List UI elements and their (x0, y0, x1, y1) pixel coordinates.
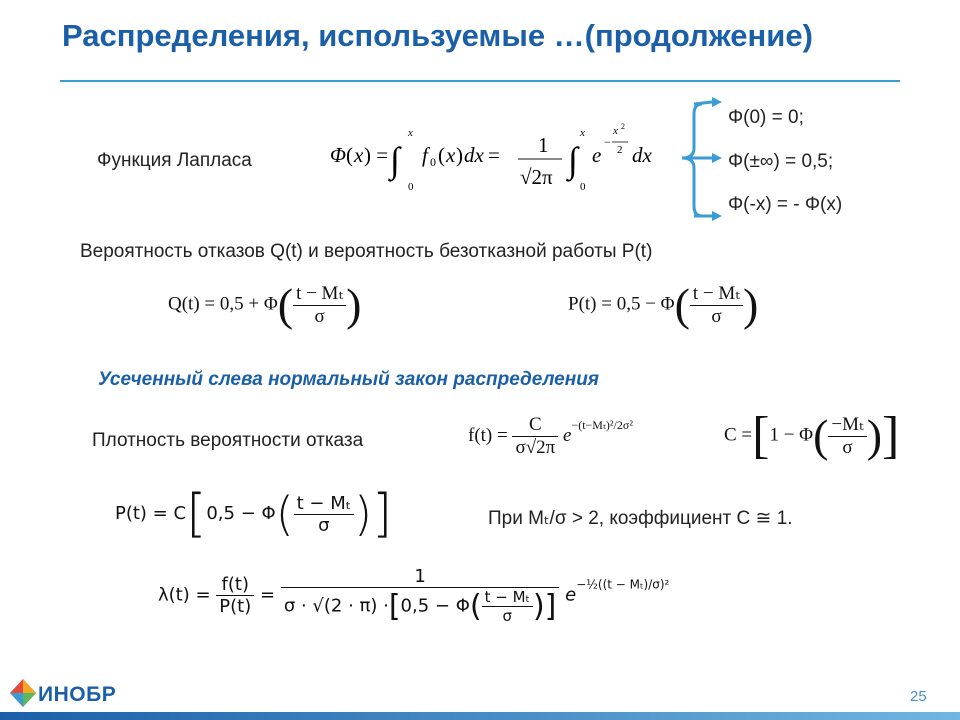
c-formula (724, 407, 900, 464)
c-prefix: C = (724, 424, 753, 446)
svg-text:(: ( (438, 143, 445, 167)
density-exponent: −(t−Mₜ)²/2σ² (571, 417, 633, 432)
svg-text:x: x (580, 127, 585, 139)
footer-bar (0, 712, 960, 720)
density-e: e (563, 424, 572, 446)
pc-fraction (294, 493, 354, 536)
title-underline (60, 80, 900, 82)
svg-text:−: − (604, 135, 611, 149)
svg-text:): ) (456, 143, 463, 167)
q-paren-right: ) (346, 279, 362, 330)
p-formula-prefix: P(t) = 0,5 − Φ (568, 293, 675, 315)
density-fraction (512, 414, 558, 459)
svg-text:x: x (613, 125, 618, 137)
p-paren-right: ) (742, 279, 759, 330)
laplace-label: Функция Лапласа (97, 150, 252, 171)
svg-text:2: 2 (617, 144, 623, 156)
pc-formula (115, 484, 393, 544)
properties-brace (672, 96, 728, 226)
density-prefix: f(t) = (468, 424, 508, 446)
svg-text:0: 0 (430, 155, 436, 169)
lambda-bracket-left: [ (388, 589, 401, 624)
laplace-formula-graphic (330, 120, 660, 200)
svg-text:Φ: Φ (330, 143, 346, 167)
svg-text:dx: dx (632, 143, 652, 167)
pc-frac-num: t − Mₜ (294, 493, 354, 515)
lambda-inner-den: σ (502, 607, 513, 625)
pc-paren-left: ( (275, 487, 294, 541)
pc-bracket-left: [ (186, 484, 207, 544)
lambda-inner-fraction (482, 588, 533, 625)
lambda-e: e (565, 584, 577, 606)
lambda-paren-left: ( (469, 589, 482, 624)
pc-frac-den: σ (318, 514, 330, 536)
lambda-main-fraction (281, 566, 560, 625)
svg-text:x: x (446, 143, 456, 167)
logo-icon (6, 676, 40, 710)
lambda-den-prefix: σ · √(2 · π) · (283, 595, 389, 617)
lambda-inner-num: t − Mₜ (482, 588, 533, 607)
svg-text:x: x (354, 143, 364, 167)
pc-prefix: P(t) = C (115, 503, 187, 524)
slide-title: Распределения, используемые …(продолжение) (62, 18, 813, 53)
c-paren-right: ) (866, 410, 883, 461)
lambda-prefix: λ(t) = (158, 584, 211, 606)
c-bracket-left: [ (752, 407, 770, 464)
q-fraction (293, 282, 346, 328)
lambda-ratio-num: f(t) (216, 574, 254, 596)
laplace-property-2: Φ(±∞) = 0,5; (728, 151, 834, 172)
svg-text:2: 2 (621, 122, 625, 131)
svg-text:f: f (422, 143, 428, 167)
p-frac-num: t − Mₜ (690, 282, 743, 306)
p-frac-den: σ (711, 306, 722, 327)
density-frac-num: C (512, 414, 558, 437)
c-paren-left: ( (813, 410, 829, 461)
c-frac-den: σ (842, 437, 853, 458)
pc-bracket-right: ] (372, 484, 393, 544)
q-frac-num: t − Mₜ (293, 282, 346, 306)
lambda-main-num: 1 (281, 566, 560, 588)
page-number: 25 (910, 688, 927, 705)
svg-text:(: ( (346, 143, 353, 167)
truncated-subheading: Усеченный слева нормальный закон распределения (98, 369, 599, 390)
svg-text:0: 0 (580, 181, 586, 193)
q-frac-den: σ (314, 306, 325, 327)
lambda-ratio-den: P(t) (219, 596, 252, 617)
svg-text:0: 0 (408, 181, 414, 193)
svg-text:1: 1 (538, 133, 549, 157)
p-paren-left: ( (674, 279, 690, 330)
pc-inner: 0,5 − Φ (206, 503, 276, 524)
p-formula (568, 279, 759, 330)
lambda-den-inner: 0,5 − Φ (400, 595, 470, 617)
laplace-formula (330, 120, 660, 206)
svg-text:dx: dx (464, 143, 484, 167)
c-frac-num: −Mₜ (828, 413, 866, 437)
lambda-bracket-right: ] (544, 589, 557, 624)
density-frac-den: σ√2π (515, 437, 556, 458)
reliability-heading: Вероятность отказов Q(t) и вероятность безотказной работы P(t) (80, 241, 653, 262)
svg-text:e: e (592, 143, 602, 167)
laplace-property-3: Φ(-x) = - Φ(x) (728, 194, 843, 215)
c-bracket-right: ] (882, 407, 900, 464)
svg-text:=: = (488, 143, 500, 167)
logo-text: ИНОБР (38, 683, 117, 706)
svg-text:) =: ) = (364, 143, 389, 167)
c-inner: 1 − Φ (769, 424, 814, 446)
q-formula-prefix: Q(t) = 0,5 + Φ (168, 293, 278, 315)
svg-text:∫: ∫ (390, 140, 400, 180)
p-fraction (690, 282, 743, 328)
laplace-property-1: Φ(0) = 0; (728, 107, 804, 128)
lambda-exponent: −½((t − Mₜ)/σ)² (576, 577, 670, 592)
lambda-main-den (281, 588, 560, 625)
lambda-formula (158, 566, 669, 625)
lambda-paren-right: ) (532, 589, 545, 624)
q-formula (168, 279, 362, 330)
q-paren-left: ( (277, 279, 294, 330)
c-fraction (828, 413, 866, 459)
approx-note: При Mₜ/σ > 2, коэффициент С ≅ 1. (488, 508, 793, 529)
lambda-eq: = (260, 584, 276, 606)
lambda-ratio (216, 574, 254, 617)
svg-text:√2π: √2π (520, 165, 553, 189)
density-label: Плотность вероятности отказа (92, 430, 364, 451)
svg-text:∫: ∫ (568, 140, 578, 180)
svg-text:x: x (408, 127, 413, 139)
pc-paren-right: ) (354, 487, 373, 541)
density-formula (468, 414, 633, 459)
